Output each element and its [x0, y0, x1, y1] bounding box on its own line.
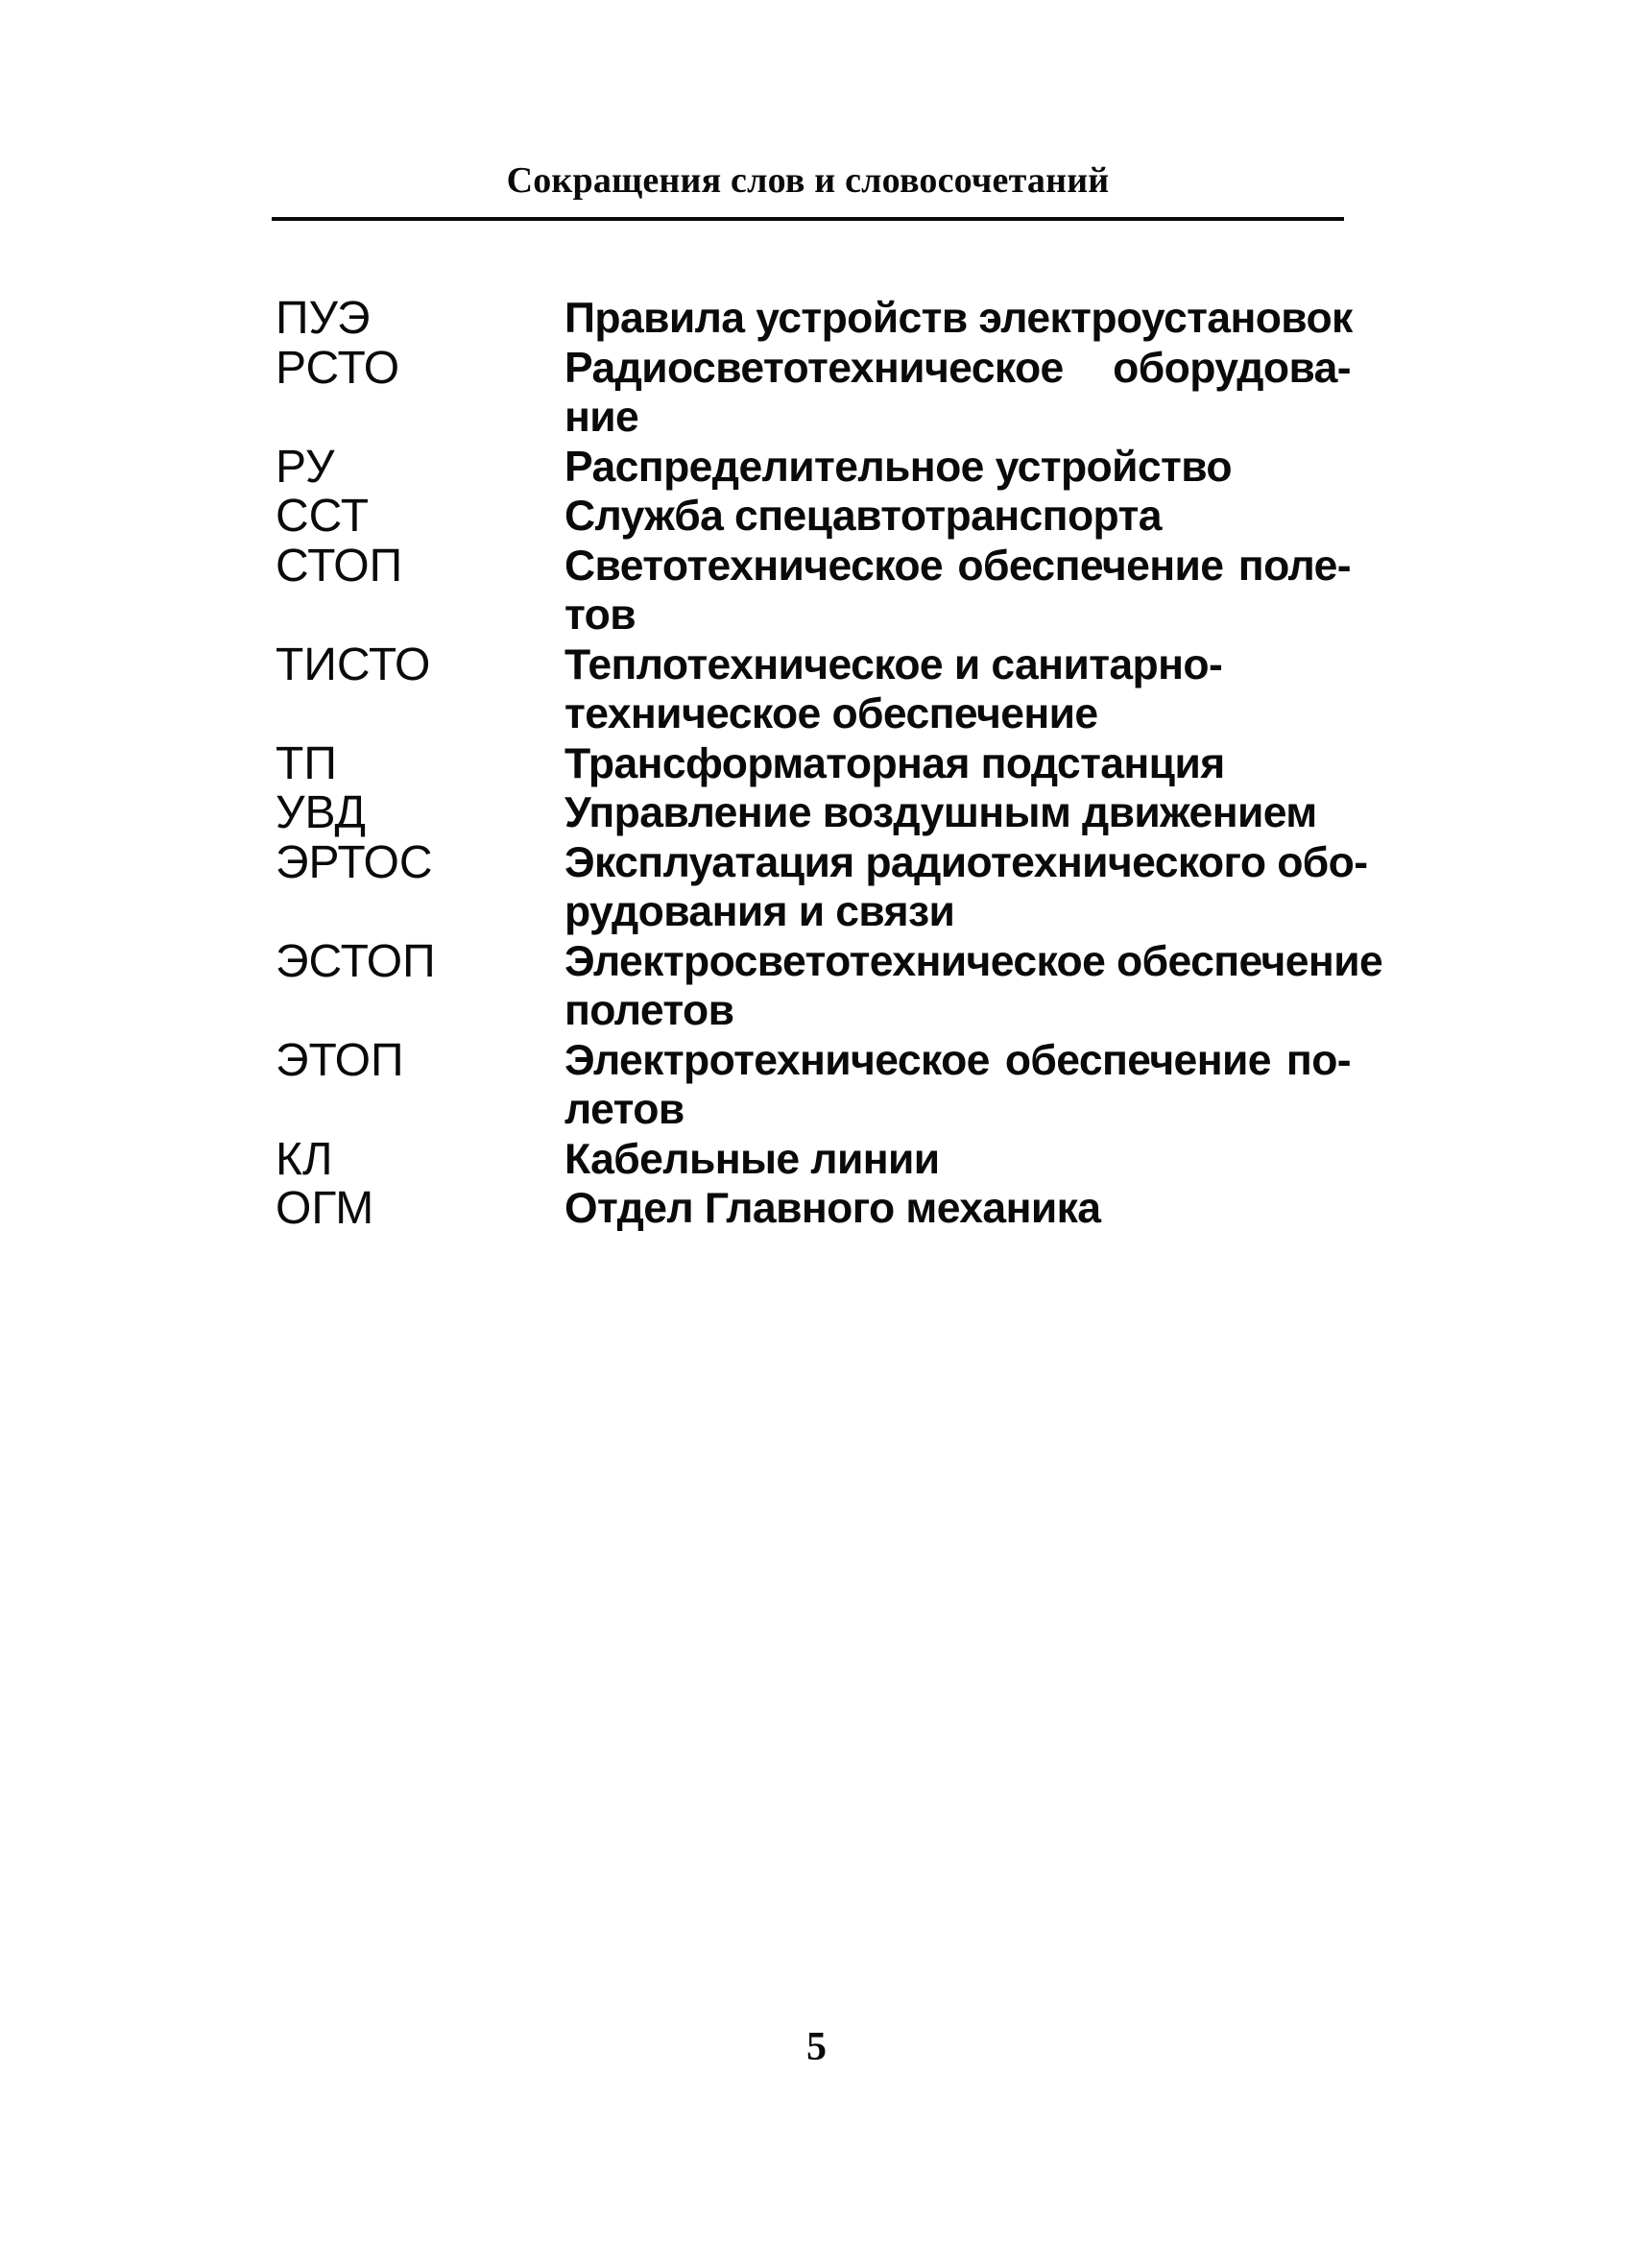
abbreviation-definition: [564, 294, 1351, 344]
abbreviation-definition: [564, 937, 1383, 1036]
definition-line: Управление воздушным движением: [564, 789, 1317, 836]
abbreviation-code: РУ: [276, 441, 335, 493]
abbreviation-row: [276, 739, 1351, 789]
abbreviation-code: ЭРТОС: [276, 836, 433, 888]
abbreviation-code: ТИСТО: [276, 639, 431, 690]
definition-line: Эксплуатация радиотехнического обо-: [564, 838, 1368, 886]
abbreviation-row: [276, 836, 1368, 937]
abbreviation-row: [276, 294, 1351, 344]
abbreviation-row: [276, 542, 1351, 640]
abbreviation-definition: [564, 640, 1351, 739]
definition-line: Электросветотехническое обеспечение: [564, 937, 1383, 985]
page-number: 5: [806, 2025, 827, 2069]
abbreviation-row: [276, 788, 1351, 838]
definition-line: рудования и связи: [564, 888, 955, 935]
abbreviation-row: [276, 935, 1383, 1036]
abbreviation-definition: [564, 788, 1351, 838]
abbreviation-code: ПУЭ: [276, 293, 371, 344]
definition-line: Теплотехническое и санитарно-: [564, 640, 1223, 688]
definition-line: летов: [564, 1086, 684, 1133]
definition-line: Распределительное устройство: [564, 443, 1232, 491]
definition-line: полетов: [564, 987, 734, 1034]
abbreviation-definition: [564, 542, 1351, 640]
abbreviation-code: ОГМ: [276, 1183, 374, 1234]
abbreviation-definition: [564, 838, 1368, 937]
definition-line: Электротехническое обеспечение по-: [564, 1036, 1351, 1084]
abbreviation-code: КЛ: [276, 1133, 333, 1185]
abbreviation-row: [276, 443, 1351, 493]
definition-line: Отдел Главного механика: [564, 1185, 1101, 1232]
abbreviation-definition: [564, 1036, 1351, 1135]
abbreviation-definition: [564, 492, 1351, 542]
abbreviation-definition: [564, 739, 1351, 789]
definition-line: Светотехническое обеспечение поле-: [564, 542, 1351, 590]
abbreviation-code: УВД: [276, 787, 366, 838]
abbreviation-definition: [564, 443, 1351, 493]
abbreviation-code: СТОП: [276, 540, 403, 591]
abbreviation-row: [276, 1036, 1351, 1135]
definition-line: Трансформаторная подстанция: [564, 739, 1225, 787]
abbreviation-list: [276, 293, 1383, 1234]
abbreviation-definition: [564, 344, 1351, 443]
abbreviation-row: [276, 1135, 1351, 1185]
definition-line: Радиосветотехническое оборудова-: [564, 344, 1351, 392]
definition-line: Кабельные линии: [564, 1135, 940, 1183]
abbreviation-code: ЭТОП: [276, 1034, 404, 1086]
running-header: Сокращения слов и словосочетаний: [506, 160, 1110, 201]
abbreviation-row: [276, 640, 1351, 739]
definition-line: тов: [564, 591, 636, 639]
definition-line: ние: [564, 394, 639, 441]
header-rule: [272, 217, 1344, 221]
abbreviation-definition: [564, 1184, 1351, 1234]
abbreviation-row: [276, 344, 1351, 443]
definition-line: Правила устройств электроустановок: [564, 295, 1353, 342]
abbreviation-code: РСТО: [276, 342, 400, 394]
abbreviation-code: ТП: [276, 737, 337, 789]
abbreviation-code: ССТ: [276, 491, 370, 542]
abbreviation-row: [276, 1184, 1351, 1234]
abbreviation-definition: [564, 1135, 1351, 1185]
abbreviation-row: [276, 492, 1351, 542]
definition-line: Служба спецавтотранспорта: [564, 493, 1162, 540]
abbreviation-code: ЭСТОП: [276, 935, 436, 987]
definition-line: техническое обеспечение: [564, 690, 1098, 737]
